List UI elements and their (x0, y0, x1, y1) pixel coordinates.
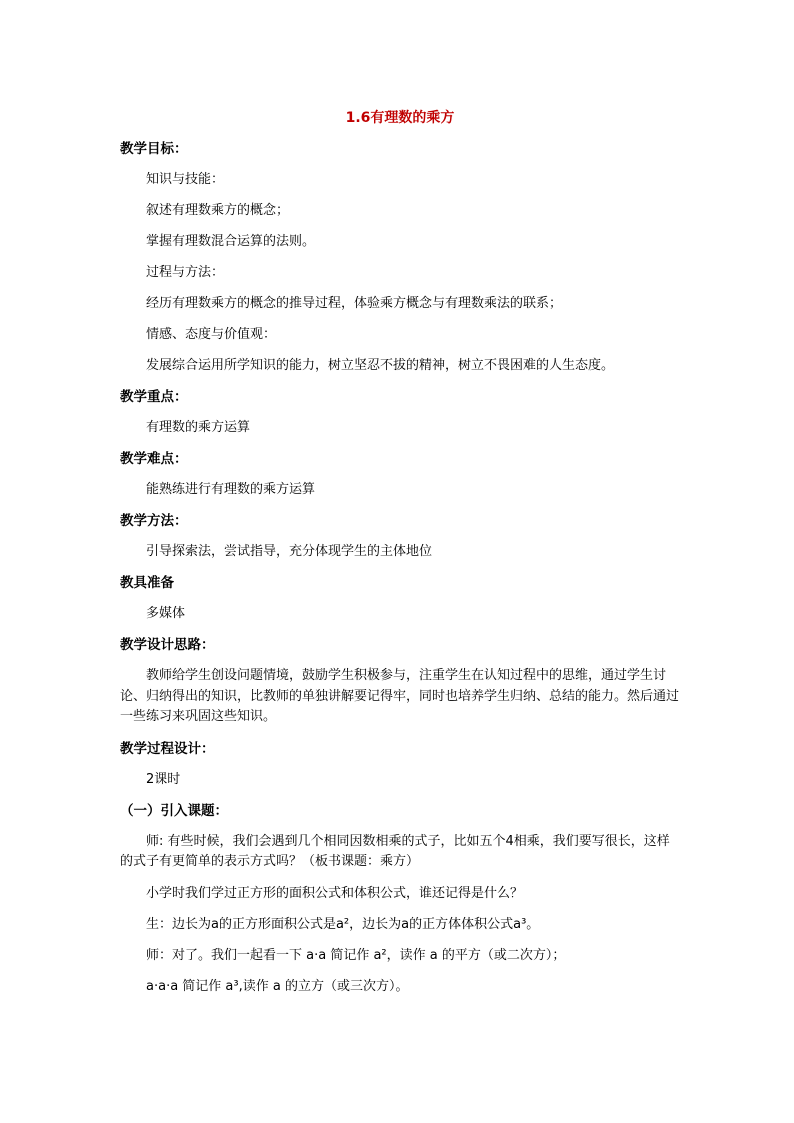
key-point-text: 有理数的乘方运算 (146, 420, 251, 435)
intro-paragraph-2: 小学时我们学过正方形的面积公式和体积公式，谁还记得是什么？ (146, 885, 524, 901)
intro-heading: （一）引入课题： (120, 802, 228, 819)
document-page (120, 108, 680, 1008)
emotion-item-1: 发展综合运用所学知识的能力，树立坚忍不拔的精神，树立不畏困难的人生态度。 (146, 358, 615, 373)
design-text: 教师给学生创设问题情境，鼓励学生积极参与，注重学生在认知过程中的思维，通过学生讨论、归纳得出的知识，比教师的单独讲解要记得牢，同时也培养学生归纳、总结的能力。然后通过一些练习来巩固这些知识。 (120, 668, 680, 724)
document-title: 1.6有理数的乘方 (345, 110, 455, 126)
design-heading: 教学设计思路： (120, 637, 215, 653)
intro-paragraph-1: 师: 有些时候，我们会遇到几个相同因数相乘的式子，比如五个4相乘，我们要写很长，这样的式子有更简单的表示方式吗？（板书课题：乘方） (120, 833, 670, 869)
key-point-heading: 教学重点： (120, 389, 188, 405)
knowledge-heading: 知识与技能： (146, 172, 225, 187)
periods-text: 2课时 (146, 771, 181, 787)
objectives-heading: 教学目标： (120, 141, 188, 157)
process-design-heading: 教学过程设计： (120, 740, 215, 757)
intro-paragraph-3: 生：边长为a的正方形面积公式是a²，边长为a的正方体体积公式a³。 (146, 916, 540, 932)
knowledge-item-1: 叙述有理数乘方的概念； (146, 203, 290, 218)
method-text: 引导探索法，尝试指导，充分体现学生的主体地位 (146, 544, 433, 559)
difficulty-text: 能熟练进行有理数的乘方运算 (146, 482, 316, 497)
intro-paragraph-5: a·a·a 简记作 a³,读作 a 的立方（或三次方）。 (146, 978, 409, 994)
process-method-heading: 过程与方法： (146, 265, 225, 280)
tools-text: 多媒体 (146, 606, 186, 621)
tools-heading: 教具准备 (120, 575, 174, 591)
knowledge-item-2: 掌握有理数混合运算的法则。 (146, 234, 316, 249)
process-method-item-1: 经历有理数乘方的概念的推导过程，体验乘方概念与有理数乘法的联系； (146, 296, 563, 311)
intro-paragraph-4: 师：对了。我们一起看一下 a·a 简记作 a²，读作 a 的平方（或二次方）； (146, 947, 566, 963)
difficulty-heading: 教学难点： (120, 451, 188, 467)
emotion-heading: 情感、态度与价值观： (146, 327, 277, 342)
method-heading: 教学方法： (120, 513, 188, 529)
